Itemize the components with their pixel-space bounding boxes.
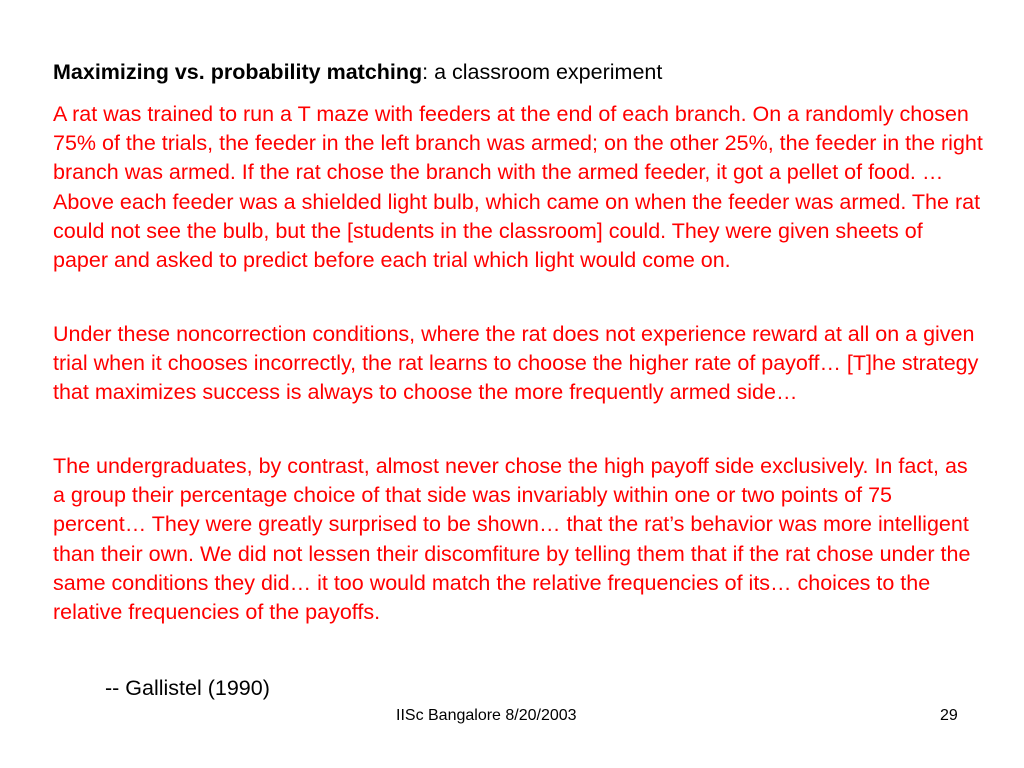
paragraph-undergraduates: The undergraduates, by contrast, almost never chose the high payoff side exclusively. In fact, as a group their percentage choice of that side was invariably within one or two points of 75 percent… They were greatly surprised to be shown… that the rat’s behavior was more intelligent than their own. We did not lessen their discomfiture by telling them that if the rat chose under the same conditions they did… it too would match the relative frequencies of its… choices to the relative frequencies of the payoffs. bbox=[53, 454, 971, 625]
paragraph-experiment-setup: A rat was trained to run a T maze with feeders at the end of each branch. On a randomly chosen 75% of the trials, the feeder in the left branch was armed; on the other 25%, the feeder in the right branch was armed. If the rat chose the branch with the armed feeder, it got a pellet of food. … Above each feeder was a shielded light bulb, which came on when the feeder was armed. The rat could not see the bulb, but the [students in the classroom] could. They were given sheets of paper and asked to predict before each trial which light would come on. bbox=[53, 102, 983, 273]
slide-title bbox=[53, 58, 983, 87]
footer-venue-date: IISc Bangalore 8/20/2003 bbox=[396, 707, 577, 724]
slide-title-subtitle: : a classroom experiment bbox=[422, 60, 663, 84]
page-number: 29 bbox=[940, 707, 958, 724]
quote-attribution: -- Gallistel (1990) bbox=[105, 676, 270, 700]
paragraph-rat-behavior: Under these noncorrection conditions, where the rat does not experience reward at all on a given trial when it chooses incorrectly, the rat learns to choose the higher rate of payoff… [T]he strategy that maximizes success is always to choose the more frequently armed side… bbox=[53, 322, 979, 405]
slide-title-bold: Maximizing vs. probability matching bbox=[53, 60, 423, 84]
